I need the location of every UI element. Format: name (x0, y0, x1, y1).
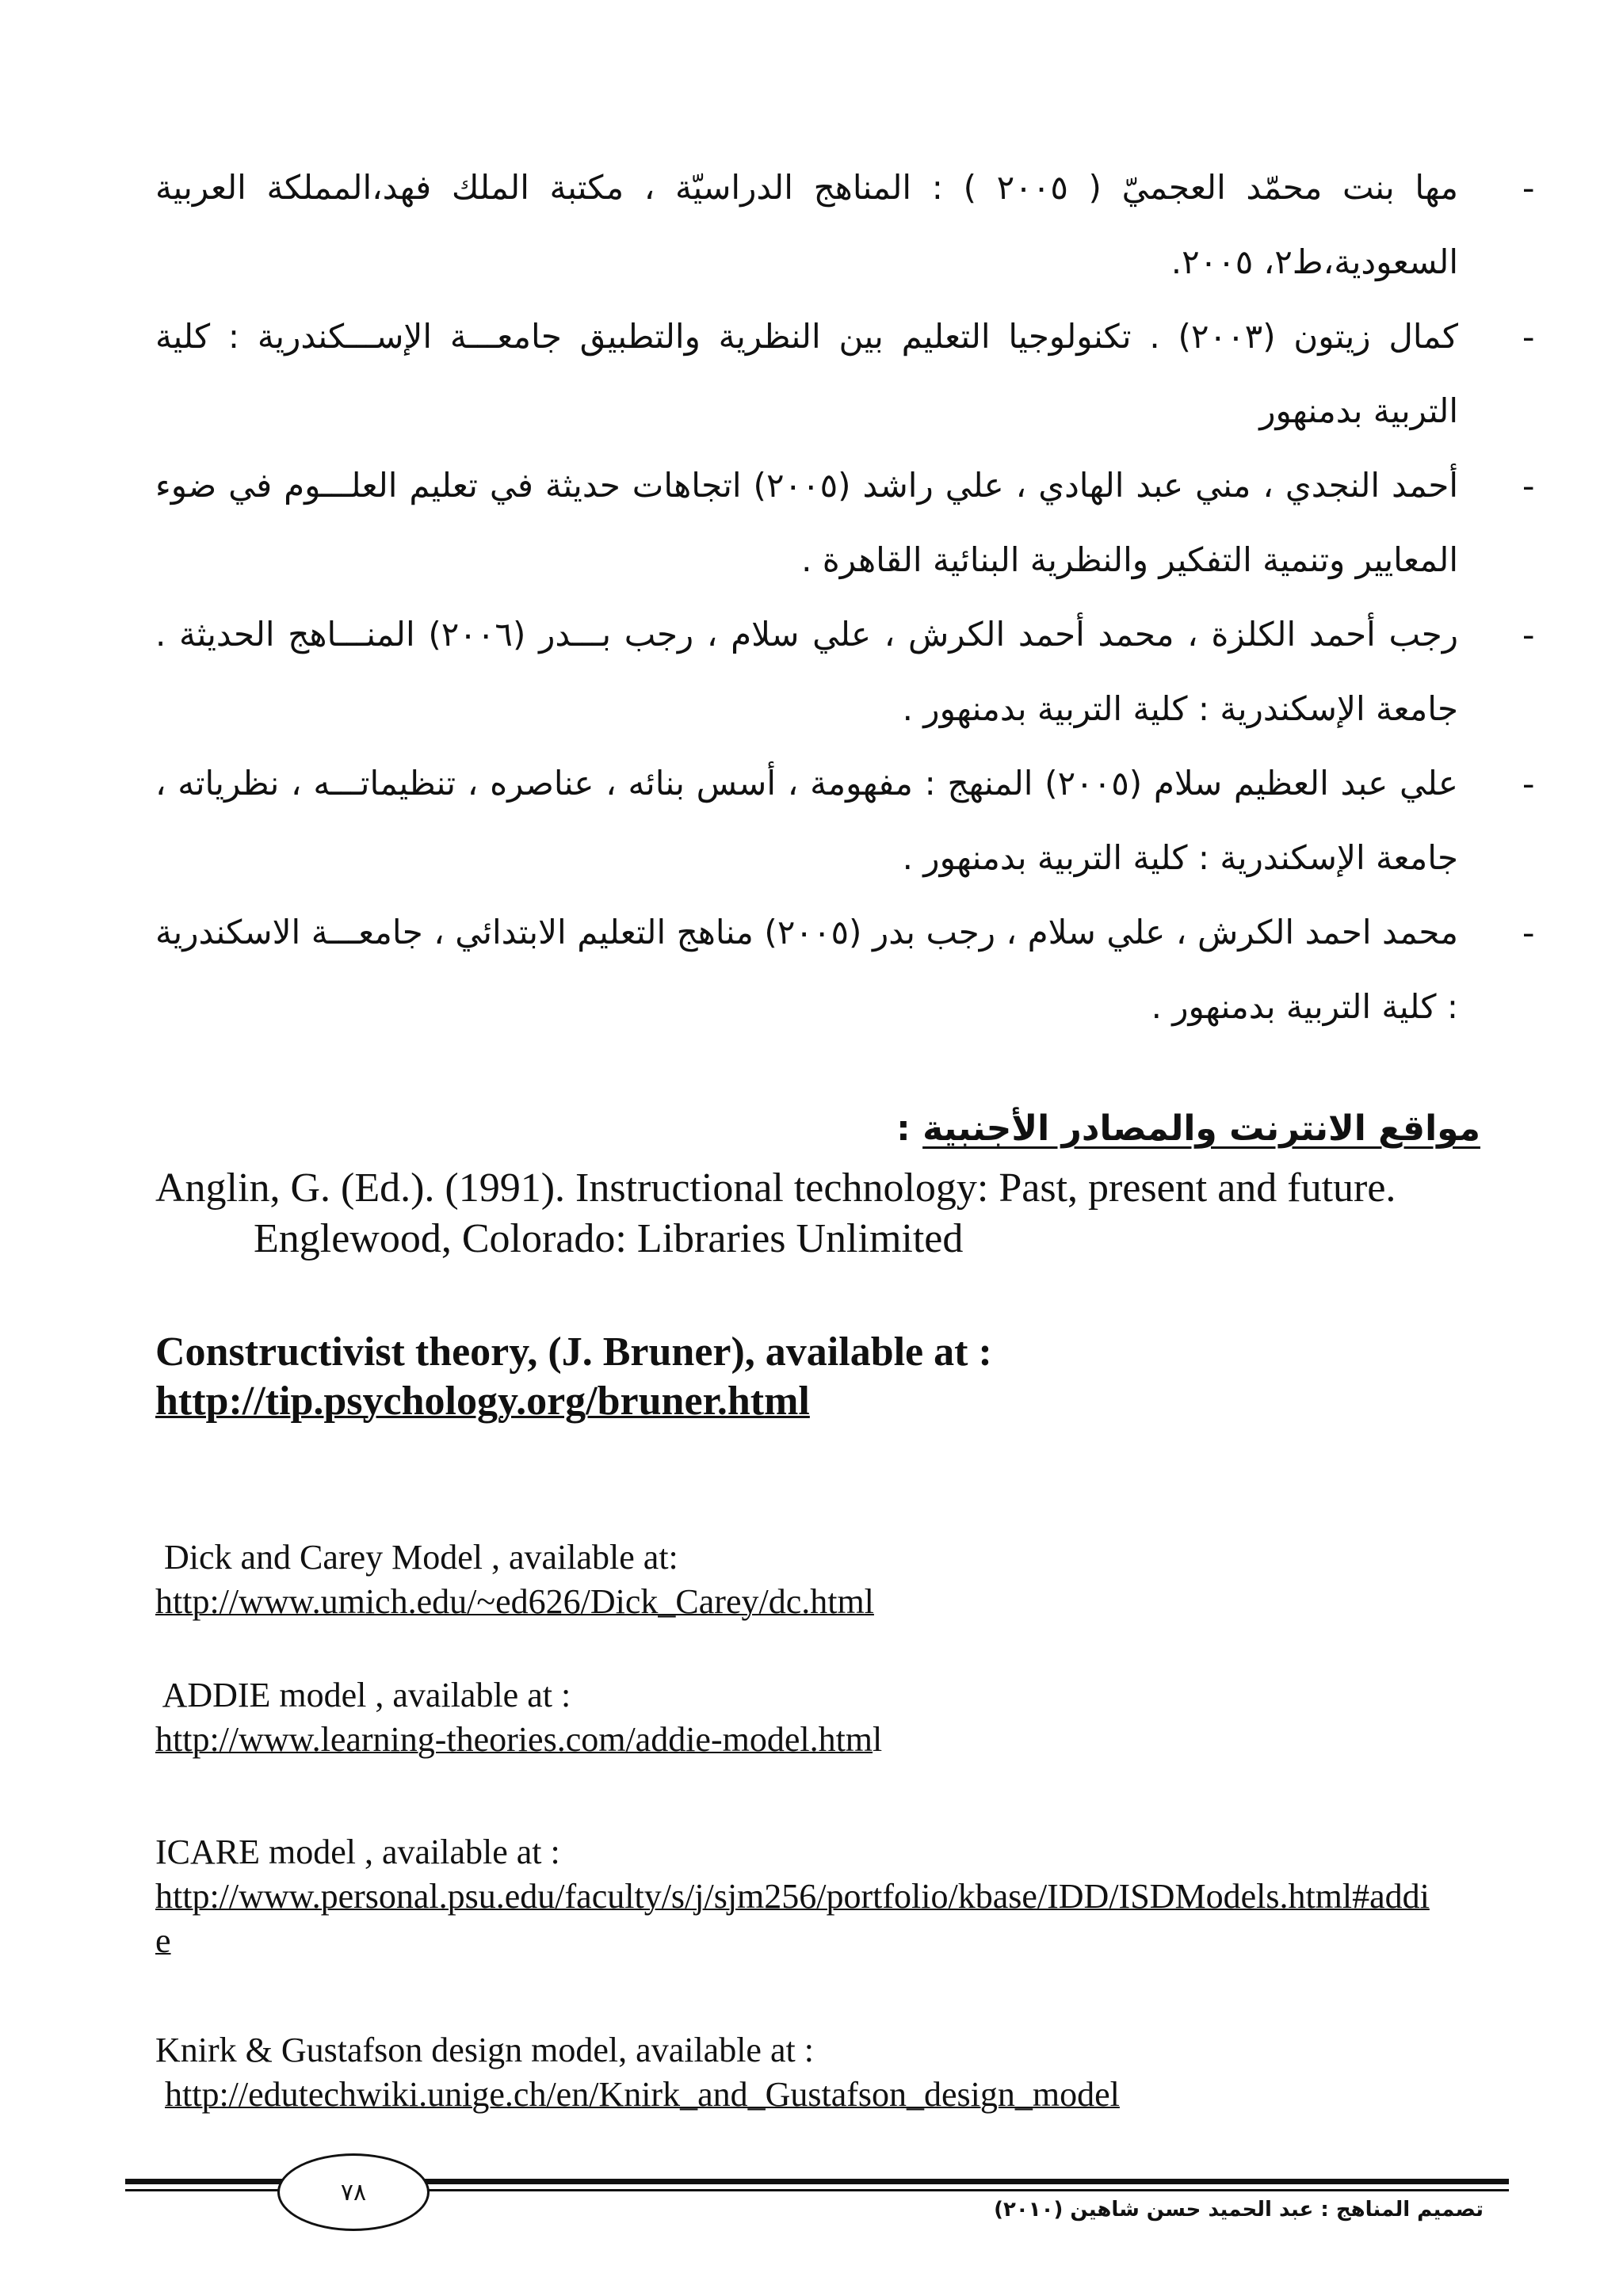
list-dash: - (1522, 466, 1534, 505)
footer-citation: تصميم المناهج : عبد الحميد حسن شاهين (٢٠١٠) (994, 2198, 1484, 2222)
arabic-reference (155, 448, 1534, 597)
reference-text: أحمد النجدي ، مني عبد الهادي ، علي راشد (٢٠٠٥) اتجاهات حديثة في تعليم العلـــوم في ضوء المعايير وتنمية التفكير والنظرية البنائية القاهرة . (155, 466, 1458, 579)
reference-title: Constructivist theory, (J. Bruner), available at : (155, 1329, 992, 1375)
page-number: ٧٨ (340, 2178, 367, 2206)
reference-link[interactable]: http://edutechwiki.unige.ch/en/Knirk_and_Gustafson_design_model (165, 2075, 1120, 2114)
reference-link[interactable]: http://www.umich.edu/~ed626/Dick_Carey/dc.html (155, 1582, 874, 1621)
reference-text: كمال زيتون (٢٠٠٣) . تكنولوجيا التعليم بين النظرية والتطبيق جامعـــة الإســـكندرية : كلية التربية بدمنهور (155, 317, 1458, 430)
reference-text: مها بنت محمّد العجميّ ( ٢٠٠٥ ) : المناهج الدراسيّة ، مكتبة الملك فهد،المملكة العربية السعودية،ط٢، ٢٠٠٥. (155, 168, 1458, 281)
heading-text: مواقع الانترنت والمصادر الأجنبية (922, 1108, 1480, 1149)
reference-text: رجب أحمد الكلزة ، محمد أحمد الكرش ، علي سلام ، رجب بـــدر (٢٠٠٦) المنـــاهج الحديثة . جامعة الإسكندرية : كلية التربية بدمنهور . (155, 615, 1458, 728)
reference-dick-carey (155, 1535, 1503, 1624)
reference-knirk-gustafson (155, 2028, 1503, 2117)
reference-title: Dick and Carey Model , available at: (155, 1538, 678, 1577)
reference-text: علي عبد العظيم سلام (٢٠٠٥) المنهج : مفهومة ، أسس بنائه ، عناصره ، تنظيماتـــه ، نظرياته ، جامعة الإسكندرية : كلية التربية بدمنهور . (155, 764, 1458, 877)
reference-icare (155, 1830, 1503, 1963)
arabic-reference (155, 895, 1534, 1044)
arabic-references-list (155, 151, 1534, 1044)
reference-line: Englewood, Colorado: Libraries Unlimited (254, 1216, 964, 1261)
reference-line: Anglin, G. (Ed.). (1991). Instructional technology: Past, present and future. (155, 1165, 1396, 1211)
list-dash: - (1522, 913, 1534, 952)
reference-title: ICARE model , available at : (155, 1833, 560, 1871)
list-dash: - (1522, 615, 1534, 654)
arabic-reference (155, 151, 1534, 299)
arabic-reference (155, 746, 1534, 895)
list-dash: - (1522, 764, 1534, 803)
list-dash: - (1522, 317, 1534, 356)
reference-title: ADDIE model , available at : (155, 1676, 571, 1714)
page-number-oval (277, 2153, 430, 2231)
reference-bruner (155, 1328, 1503, 1426)
link-trailing-char: l (873, 1720, 883, 1759)
reference-addie (155, 1673, 1503, 1762)
reference-title: Knirk & Gustafson design model, available at : (155, 2031, 814, 2069)
heading-colon: : (896, 1108, 923, 1149)
arabic-reference (155, 299, 1534, 448)
reference-text: محمد احمد الكرش ، علي سلام ، رجب بدر (٢٠٠٥) مناهج التعليم الابتدائي ، جامعـــة الاسكندرية : كلية التربية بدمنهور . (155, 913, 1458, 1026)
arabic-reference (155, 597, 1534, 746)
reference-link[interactable]: http://www.personal.psu.edu/faculty/s/j/sjm256/portfolio/kbase/IDD/ISDModels.html#addie (155, 1877, 1430, 1960)
reference-link[interactable]: http://www.learning-theories.com/addie-model.htm (155, 1720, 873, 1759)
list-dash: - (1522, 168, 1534, 207)
reference-link[interactable]: http://tip.psychology.org/bruner.html (155, 1379, 810, 1424)
foreign-sources-heading (896, 1105, 1480, 1153)
reference-anglin (155, 1163, 1503, 1264)
